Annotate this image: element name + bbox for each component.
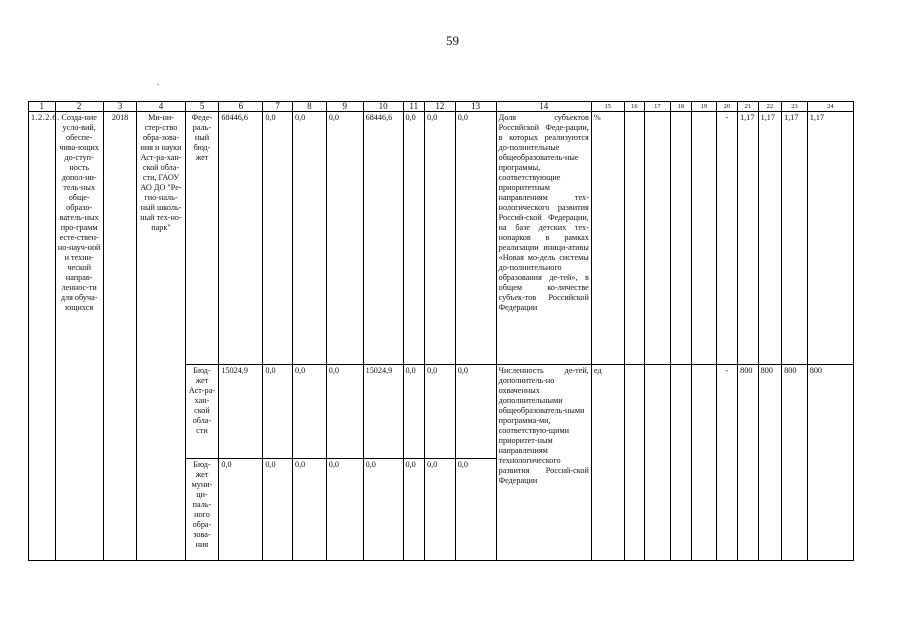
funding-source: Бюд-жет Аст-ра-хан-ской обла-сти [185,365,219,459]
amount-cell: 0,0 [326,112,363,365]
col-header: 5 [185,102,219,112]
amount-cell: 0,0 [293,365,327,459]
budget-table [28,101,854,561]
executor-cell: Ми-ни-стер-ство обра-зова-ния и науки Аст-ра-хан-ской обла-сти, ГАОУ АО ДО "Ре-гио-наль-ный школь-ный тех-но-парк" [137,112,185,561]
amount-cell: 0,0 [455,365,496,459]
amount-cell: 0,0 [219,459,263,561]
row-number: 1.2.2.6. [29,112,56,561]
col-header: 24 [807,102,853,112]
col-header: 21 [738,102,758,112]
value-cell: 800 [807,365,853,561]
measure-name: Созда-ние усло-вий, обеспе-чива-ющих до-ступ-ность допол-ни-тель-ных обще-образо-ватель-ных про-грамм есте-ствен-но-науч-ной и техни-ческой направ-леннос-ти для обуча-ющихся [55,112,103,561]
empty-cell [670,112,691,365]
amount-cell: 15024,9 [363,365,403,459]
value-cell: 1,17 [738,112,758,365]
amount-cell: 15024,9 [219,365,263,459]
col-header: 16 [624,102,644,112]
value-cell: 1,17 [758,112,782,365]
col-header: 6 [219,102,263,112]
col-header: 17 [645,102,671,112]
table-row [29,112,854,365]
empty-cell [624,365,644,561]
col-header: 23 [782,102,808,112]
amount-cell: 0,0 [455,459,496,561]
amount-cell: 0,0 [263,459,293,561]
amount-cell: 68446,6 [219,112,263,365]
empty-cell [692,365,717,561]
amount-cell: 0,0 [455,112,496,365]
stray-mark: . [157,78,159,87]
amount-cell: 68446,6 [363,112,403,365]
value-cell: 800 [782,365,808,561]
unit-cell: ед [591,365,624,561]
col-header: 19 [692,102,717,112]
empty-cell [670,365,691,561]
col-header: 8 [293,102,327,112]
amount-cell: 0,0 [425,459,456,561]
year-cell: 2018 [103,112,137,561]
col-header: 7 [263,102,293,112]
indicator-cell: Численность де-тей, дополнитель-но охваченных дополнительными общеобразователь-ными программа-ми, соответствую-щими приоритет-ным направлениям технологического развития Россий-ской Федерации [496,365,591,561]
amount-cell: 0,0 [263,112,293,365]
amount-cell: 0,0 [425,112,456,365]
col-header: 22 [758,102,782,112]
amount-cell: 0,0 [326,459,363,561]
col-header: 12 [425,102,456,112]
col-header: 4 [137,102,185,112]
value-cell: - [716,365,737,561]
amount-cell: 0,0 [326,365,363,459]
empty-cell [645,365,671,561]
funding-source: Бюд-жет муни-ци-паль-ного обра-зова-ния [185,459,219,561]
col-header: 1 [29,102,56,112]
amount-cell: 0,0 [293,459,327,561]
empty-cell [624,112,644,365]
amount-cell: 0,0 [425,365,456,459]
column-number-row [29,102,854,112]
funding-source: Феде-раль-ный бюд-жет [185,112,219,365]
col-header: 3 [103,102,137,112]
empty-cell [645,112,671,365]
col-header: 14 [496,102,591,112]
col-header: 18 [670,102,691,112]
amount-cell: 0,0 [403,459,424,561]
unit-cell: % [591,112,624,365]
value-cell: - [716,112,737,365]
value-cell: 800 [758,365,782,561]
value-cell: 1,17 [782,112,808,365]
col-header: 13 [455,102,496,112]
amount-cell: 0,0 [403,112,424,365]
amount-cell: 0,0 [293,112,327,365]
amount-cell: 0,0 [403,365,424,459]
col-header: 15 [591,102,624,112]
empty-cell [692,112,717,365]
amount-cell: 0,0 [263,365,293,459]
value-cell: 1,17 [807,112,853,365]
col-header: 9 [326,102,363,112]
col-header: 11 [403,102,424,112]
value-cell: 800 [738,365,758,561]
indicator-cell: Доля субъектов Российской Феде-рации, в которых реализуются до-полнительные общеобразователь-ные программы, соответствующие приоритетным направлениям тех-нологического развития Россий-ской Федерации, на базе детских тех-нопарков в рамках реализации иници-ативы «Новая мо-дель системы до-полнительного образования де-тей», в общем ко-личестве субъек-тов Российской Федерации [496,112,591,365]
amount-cell: 0,0 [363,459,403,561]
col-header: 20 [716,102,737,112]
col-header: 2 [55,102,103,112]
col-header: 10 [363,102,403,112]
page-number: 59 [446,33,459,48]
